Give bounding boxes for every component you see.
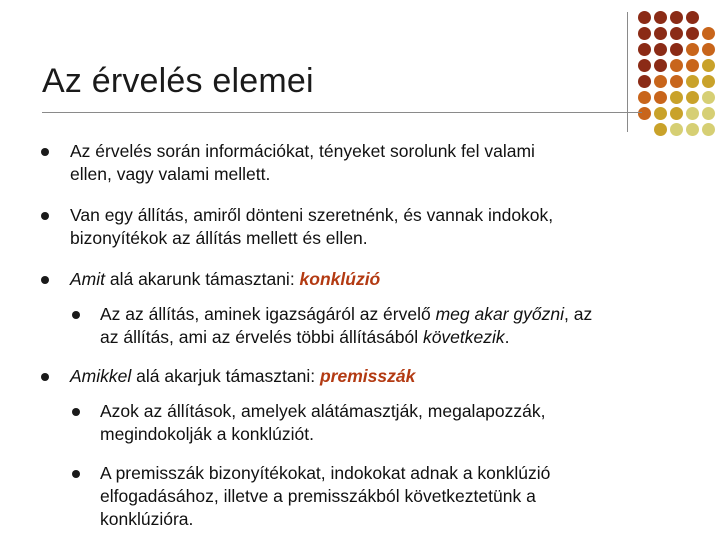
decorative-dot xyxy=(702,123,715,136)
bullet-line xyxy=(100,326,678,349)
decorative-dot xyxy=(686,123,699,136)
decorative-dot xyxy=(686,91,699,104)
text-segment: Az az állítás, aminek igazságáról az érvelő xyxy=(100,304,436,324)
decorative-dot xyxy=(670,27,683,40)
decorative-dot xyxy=(670,91,683,104)
italic-term: következik xyxy=(422,327,505,347)
text-segment: Az xyxy=(70,141,96,161)
decorative-dot xyxy=(654,11,667,24)
keyword-premises: premisszák xyxy=(319,366,416,386)
bullet-line: elfogadásához, illetve a premisszákból következtetünk a xyxy=(100,486,536,506)
bullet-dot-icon xyxy=(72,311,80,319)
decorative-dot xyxy=(670,123,683,136)
text-segment: során információkat, tényeket sorolunk fel valami xyxy=(151,141,535,161)
decorative-dot xyxy=(654,59,667,72)
bullet-dot-icon xyxy=(72,408,80,416)
vertical-rule xyxy=(627,12,628,132)
decorative-dot xyxy=(670,75,683,88)
bullet-item-claim xyxy=(38,204,678,250)
decorative-dot xyxy=(686,75,699,88)
text-segment: alá akarunk támasztani: xyxy=(105,269,300,289)
decorative-dot xyxy=(638,91,651,104)
decorative-dot xyxy=(654,27,667,40)
decorative-dot xyxy=(686,11,699,24)
bullet-line: Van egy állítás, amiről dönteni szeretnénk, és vannak indokok, xyxy=(70,205,554,225)
bullet-line: A premisszák bizonyítékokat, indokokat adnak a konklúzió xyxy=(100,463,551,483)
decorative-dot xyxy=(638,43,651,56)
decorative-dot xyxy=(702,43,715,56)
decorative-dot xyxy=(686,107,699,120)
bullet-line: Azok az állítások, amelyek alátámasztják, megalapozzák, xyxy=(100,401,546,421)
bullet-dot-icon xyxy=(41,212,49,220)
sub-bullet-item-conclusion-definition xyxy=(38,303,678,349)
decorative-dot xyxy=(702,27,715,40)
decorative-dot xyxy=(654,107,667,120)
decorative-dot xyxy=(702,75,715,88)
decorative-dot xyxy=(686,27,699,40)
bullet-line: konklúzióra. xyxy=(100,509,194,529)
decorative-dot xyxy=(654,91,667,104)
slide-title: Az érvelés elemei xyxy=(42,62,314,100)
decorative-dot xyxy=(638,59,651,72)
sub-bullet-item-premises-evidence xyxy=(38,462,678,531)
bullet-item-definition xyxy=(38,140,678,186)
keyword-conclusion: konklúzió xyxy=(299,269,381,289)
italic-term: Amit xyxy=(70,269,105,289)
bullet-line: megindokolják a konklúziót. xyxy=(100,424,315,444)
bullet-item-conclusion xyxy=(38,268,678,291)
italic-term: Amikkel xyxy=(70,366,132,386)
text-segment: alá akarjuk támasztani: xyxy=(131,366,320,386)
bullet-item-premises xyxy=(38,365,678,388)
decorative-dot xyxy=(670,59,683,72)
text-segment: , az xyxy=(563,304,593,324)
bullet-dot-icon xyxy=(41,373,49,381)
decorative-dot xyxy=(638,27,651,40)
decorative-dot xyxy=(670,43,683,56)
bullet-line xyxy=(70,140,678,163)
bullet-line: ellen, vagy valami mellett. xyxy=(70,164,271,184)
decorative-dot xyxy=(670,11,683,24)
decorative-dot xyxy=(638,11,651,24)
decorative-dot xyxy=(686,43,699,56)
decorative-dot xyxy=(638,107,651,120)
italic-term: meg akar győzni xyxy=(435,304,564,324)
bullet-dot-icon xyxy=(41,148,49,156)
bullet-dot-icon xyxy=(72,470,80,478)
emphasized-term: érvelés xyxy=(95,141,152,161)
text-segment: . xyxy=(504,327,510,347)
decorative-dot xyxy=(654,75,667,88)
bullet-line: bizonyítékok az állítás mellett és ellen. xyxy=(70,228,368,248)
decorative-dot xyxy=(638,75,651,88)
decorative-dot xyxy=(702,91,715,104)
text-segment: az állítás, ami az érvelés többi állításából xyxy=(100,327,423,347)
sub-bullet-item-premises-support xyxy=(38,400,678,446)
decorative-dot xyxy=(702,59,715,72)
decorative-dot xyxy=(654,43,667,56)
decorative-dot xyxy=(702,107,715,120)
bullet-line xyxy=(70,365,678,388)
decorative-dot xyxy=(670,107,683,120)
title-underline-rule xyxy=(42,112,642,113)
bullet-line xyxy=(70,268,678,291)
bullet-list xyxy=(38,140,678,531)
bullet-dot-icon xyxy=(41,276,49,284)
bullet-line xyxy=(100,303,678,326)
decorative-dot xyxy=(686,59,699,72)
decorative-dot xyxy=(654,123,667,136)
